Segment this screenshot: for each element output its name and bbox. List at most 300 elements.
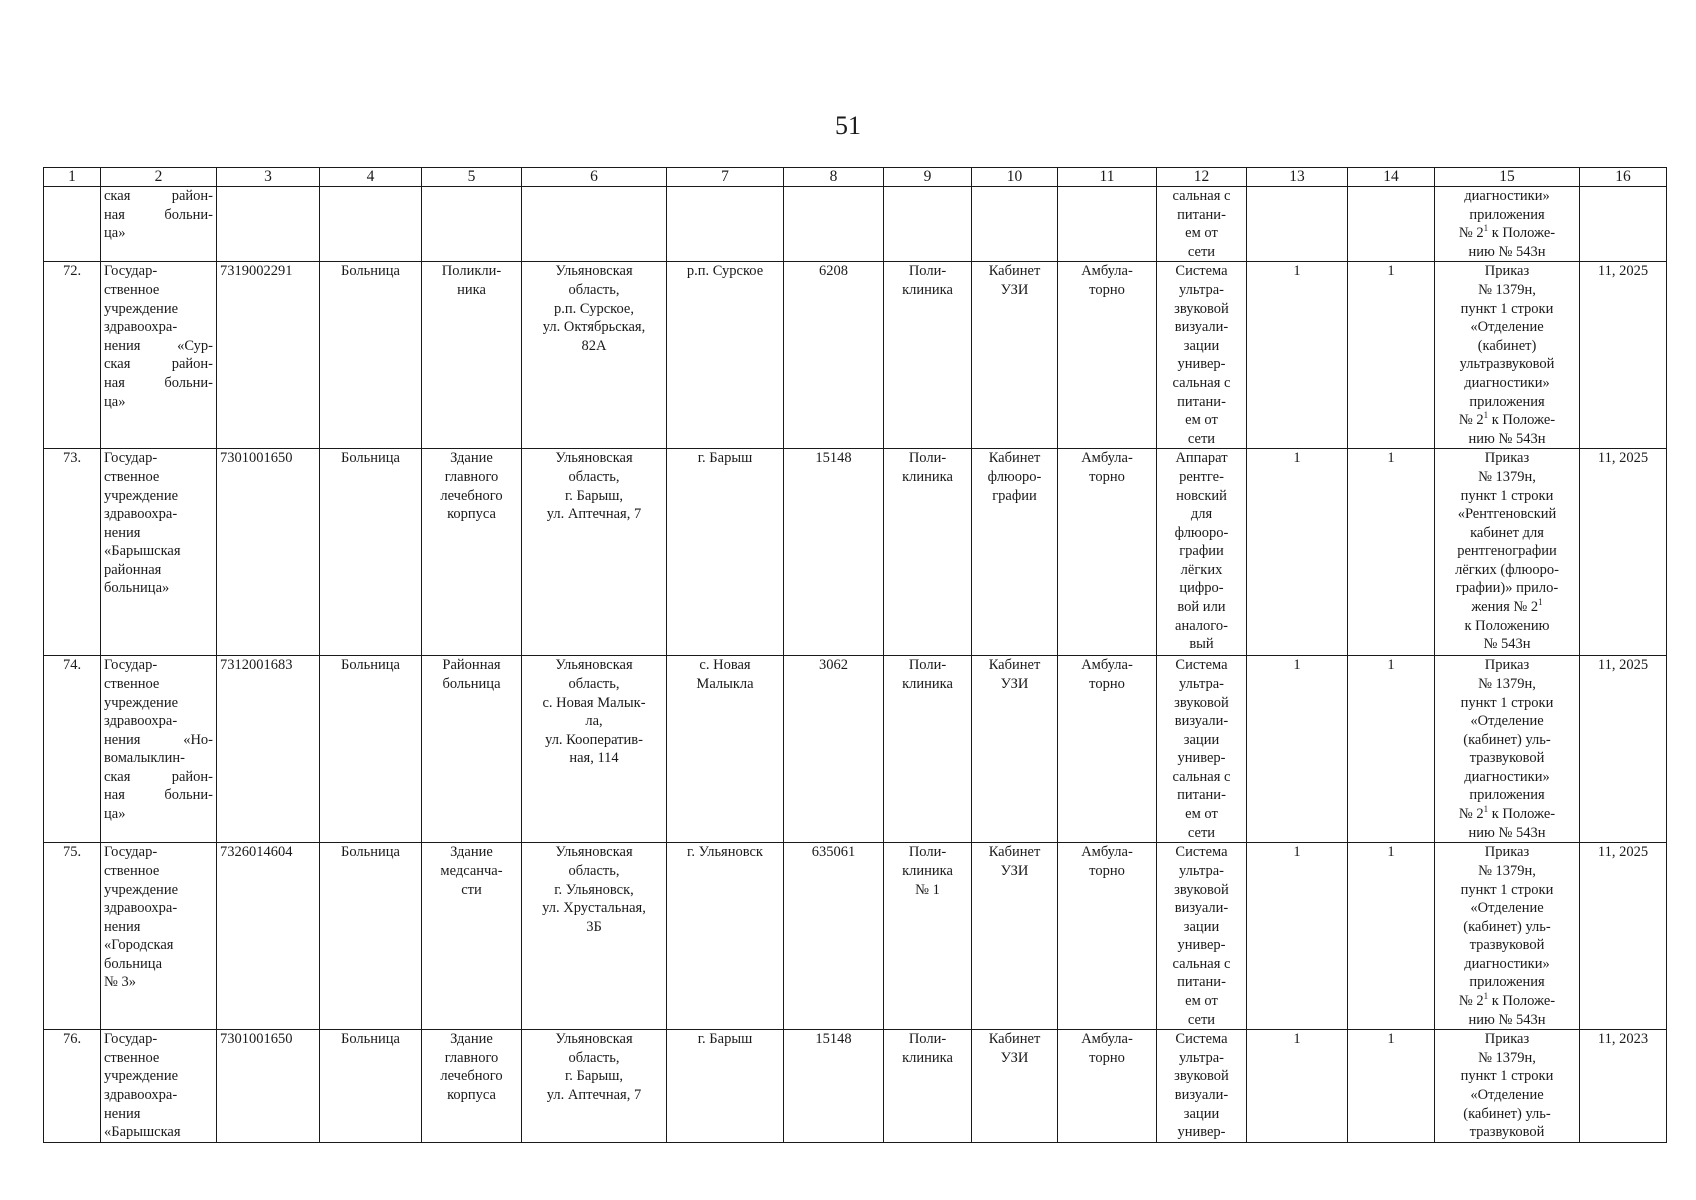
cell-qty-a <box>1247 187 1348 262</box>
text-line: с. Новая <box>699 657 751 674</box>
text-line: здравоохра- <box>104 1087 178 1104</box>
text-line: ультра- <box>1179 1049 1224 1066</box>
cell-period: 11, 2025 <box>1580 656 1667 843</box>
cell-num: 76. <box>44 1030 101 1143</box>
text-line: здравоохра- <box>104 900 178 917</box>
cell-inn: 7312001683 <box>217 656 320 843</box>
column-number: 15 <box>1435 168 1580 187</box>
text-line: тразвуковой <box>1469 750 1545 767</box>
text-line <box>1438 598 1576 617</box>
text-line: Амбула- <box>1081 1031 1133 1048</box>
text-line <box>1438 411 1576 430</box>
cell-qty-a: 1 <box>1247 262 1348 449</box>
text-line: больница <box>104 955 162 972</box>
column-number: 13 <box>1247 168 1348 187</box>
text-line: нения <box>104 918 141 935</box>
page-number: 51 <box>835 111 861 140</box>
text-line: ул. Кооператив- <box>545 731 643 748</box>
cell-organization <box>101 262 217 449</box>
text-line: визуали- <box>1174 1087 1229 1104</box>
text-line: 3Б <box>586 918 602 935</box>
text-line: аналого- <box>1175 617 1228 634</box>
text-line: клиника <box>902 468 953 485</box>
superscript: 1 <box>1483 223 1489 234</box>
cell-equipment <box>1157 1030 1247 1143</box>
text-line: лёгких <box>1180 561 1223 578</box>
text-line: вый <box>1189 636 1214 653</box>
cell-qty-a: 1 <box>1247 843 1348 1030</box>
cell-equipment <box>1157 187 1247 262</box>
text-line: учреждение <box>104 487 179 504</box>
text-fragment: жения № 2 <box>1471 599 1539 616</box>
text-line: «Городская <box>104 937 174 954</box>
cell-inn: 7301001650 <box>217 449 320 656</box>
cell-address <box>522 656 667 843</box>
text-line: Система <box>1175 1031 1228 1048</box>
cell-period: 11, 2025 <box>1580 843 1667 1030</box>
cell-type: Больница <box>320 656 422 843</box>
text-line: корпуса <box>447 506 496 523</box>
text-line: ультра- <box>1179 862 1224 879</box>
text-line: нения <box>104 1105 141 1122</box>
text-line: нения «Но- <box>104 731 213 748</box>
cell-address <box>522 1030 667 1143</box>
text-line: Поликли- <box>441 263 502 280</box>
table-row-continuation <box>44 187 1667 262</box>
text-fragment: к Положе- <box>1488 993 1556 1010</box>
text-line: торно <box>1089 1049 1125 1066</box>
text-line: область, <box>568 1049 620 1066</box>
text-line: (кабинет) уль- <box>1463 731 1551 748</box>
text-line: ультра- <box>1179 675 1224 692</box>
text-line: флюоро- <box>987 468 1042 485</box>
cell-qty-a: 1 <box>1247 449 1348 656</box>
cell-unit <box>884 449 972 656</box>
cell-population <box>784 187 884 262</box>
text-line: зации <box>1183 337 1220 354</box>
cell-inn: 7301001650 <box>217 1030 320 1143</box>
text-line: ул. Аптечная, 7 <box>546 1087 642 1104</box>
cell-locality <box>667 656 784 843</box>
column-number: 7 <box>667 168 784 187</box>
column-number: 2 <box>101 168 217 187</box>
column-number: 4 <box>320 168 422 187</box>
text-line: Ульяновская <box>555 844 633 861</box>
text-line: сальная с <box>1172 374 1231 391</box>
text-line: универ- <box>1177 1124 1226 1141</box>
cell-population: 6208 <box>784 262 884 449</box>
text-line: нию № 543н <box>1468 1011 1546 1028</box>
text-line: вой или <box>1177 599 1226 616</box>
text-line: здравоохра- <box>104 319 178 336</box>
cell-unit <box>884 262 972 449</box>
text-fragment: № 2 <box>1458 806 1484 823</box>
text-line: Кабинет <box>988 844 1041 861</box>
column-number: 10 <box>972 168 1058 187</box>
cell-organization <box>101 656 217 843</box>
text-line: г. Ульяновск <box>687 844 763 861</box>
text-line: пункт 1 строки <box>1460 1068 1554 1085</box>
text-line: Система <box>1175 844 1228 861</box>
text-line: универ- <box>1177 750 1226 767</box>
text-line: Ульяновская <box>555 263 633 280</box>
text-line: Система <box>1175 263 1228 280</box>
cell-period: 11, 2025 <box>1580 449 1667 656</box>
text-line: УЗИ <box>1000 862 1029 879</box>
text-line: Государ- <box>104 263 158 280</box>
text-line: Приказ <box>1484 263 1530 280</box>
text-line: ская район- <box>104 768 213 785</box>
text-line <box>1438 805 1576 824</box>
text-line: нию № 543н <box>1468 243 1546 260</box>
cell-organization <box>101 1030 217 1143</box>
cell-building <box>422 1030 522 1143</box>
cell-type: Больница <box>320 449 422 656</box>
cell-type: Больница <box>320 1030 422 1143</box>
text-line: ная больни- <box>104 787 213 804</box>
text-fragment: к Положе- <box>1488 225 1556 242</box>
text-line: питани- <box>1177 206 1226 223</box>
cell-period <box>1580 187 1667 262</box>
text-line: область, <box>568 468 620 485</box>
table-row <box>44 656 1667 843</box>
text-line: ская район- <box>104 188 213 204</box>
text-line: № 3» <box>104 974 136 991</box>
column-number: 11 <box>1058 168 1157 187</box>
text-line: № 1379н, <box>1478 468 1536 485</box>
text-line: с. Новая Малык- <box>542 694 646 711</box>
text-line: универ- <box>1177 937 1226 954</box>
cell-inn: 7319002291 <box>217 262 320 449</box>
cell-organization <box>101 449 217 656</box>
text-line: область, <box>568 281 620 298</box>
text-line: графии <box>992 487 1037 504</box>
cell-inn: 7326014604 <box>217 843 320 1030</box>
text-line: учреждение <box>104 694 179 711</box>
text-line: ультра- <box>1179 281 1224 298</box>
cell-population: 15148 <box>784 1030 884 1143</box>
text-line: ника <box>457 281 486 298</box>
cell-basis <box>1435 187 1580 262</box>
text-line: № 1379н, <box>1478 1049 1536 1066</box>
text-line: «Барышская <box>104 1124 181 1141</box>
text-line: ул. Октябрьская, <box>542 319 646 336</box>
text-line: «Отделение <box>1470 319 1544 336</box>
text-line: новский <box>1176 487 1227 504</box>
text-line: Здание <box>450 844 493 861</box>
text-line: сети <box>1187 824 1216 841</box>
text-fragment: № 2 <box>1458 993 1484 1010</box>
text-line: лечебного <box>440 1068 503 1085</box>
text-line: Здание <box>450 450 493 467</box>
cell-unit <box>884 1030 972 1143</box>
cell-qty-a: 1 <box>1247 1030 1348 1143</box>
text-line: Поли- <box>908 450 947 467</box>
cell-mode <box>1058 187 1157 262</box>
text-line: ная больни- <box>104 374 213 391</box>
cell-room <box>972 262 1058 449</box>
text-line: г. Барыш <box>697 1031 753 1048</box>
text-line: питани- <box>1177 393 1226 410</box>
text-line: Поли- <box>908 657 947 674</box>
text-line: «Барышская <box>104 543 181 560</box>
text-line: клиника <box>902 281 953 298</box>
table-row <box>44 1030 1667 1143</box>
cell-basis <box>1435 262 1580 449</box>
text-line: № 543н <box>1483 636 1531 653</box>
cell-period: 11, 2023 <box>1580 1030 1667 1143</box>
cell-basis <box>1435 449 1580 656</box>
text-line: питани- <box>1177 974 1226 991</box>
text-line: Амбула- <box>1081 450 1133 467</box>
text-fragment: № 2 <box>1458 412 1484 429</box>
text-line <box>1438 224 1576 243</box>
text-line: нию № 543н <box>1468 430 1546 447</box>
cell-qty-b: 1 <box>1348 656 1435 843</box>
cell-address <box>522 187 667 262</box>
column-number-row <box>44 168 1667 187</box>
text-line: 82А <box>581 337 607 354</box>
cell-num: 72. <box>44 262 101 449</box>
cell-room <box>972 1030 1058 1143</box>
cell-num: 75. <box>44 843 101 1030</box>
cell-building <box>422 187 522 262</box>
text-line: приложения <box>1469 974 1545 991</box>
text-line: «Отделение <box>1470 1087 1544 1104</box>
cell-inn <box>217 187 320 262</box>
text-line: Государ- <box>104 844 158 861</box>
text-line: Амбула- <box>1081 263 1133 280</box>
text-line: здравоохра- <box>104 713 178 730</box>
text-line: больница» <box>104 580 170 597</box>
cell-equipment <box>1157 262 1247 449</box>
text-line: тразвуковой <box>1469 1124 1545 1141</box>
text-line: диагностики» <box>1464 955 1550 972</box>
cell-period: 11, 2025 <box>1580 262 1667 449</box>
text-line: главного <box>444 468 499 485</box>
text-line: Амбула- <box>1081 844 1133 861</box>
text-line: Малыкла <box>696 675 754 692</box>
text-line: ца» <box>104 393 126 410</box>
text-line: «Рентгеновский <box>1457 506 1557 523</box>
cell-organization <box>101 843 217 1030</box>
cell-mode <box>1058 1030 1157 1143</box>
text-line: р.п. Сурское, <box>554 300 634 317</box>
text-line: ственное <box>104 1049 160 1066</box>
text-line: звуковой <box>1174 881 1229 898</box>
text-line <box>1438 992 1576 1011</box>
text-fragment: № 2 <box>1458 225 1484 242</box>
cell-address <box>522 843 667 1030</box>
text-line: ская район- <box>104 356 213 373</box>
cell-building <box>422 262 522 449</box>
cell-unit <box>884 656 972 843</box>
text-line: сальная с <box>1172 768 1231 785</box>
text-line: Здание <box>450 1031 493 1048</box>
cell-equipment <box>1157 843 1247 1030</box>
text-line: г. Барыш, <box>564 1068 624 1085</box>
cell-address <box>522 262 667 449</box>
text-line: Государ- <box>104 657 158 674</box>
text-line: визуали- <box>1174 713 1229 730</box>
cell-basis <box>1435 843 1580 1030</box>
text-line: ул. Хрустальная, <box>542 900 646 917</box>
cell-num: 74. <box>44 656 101 843</box>
text-fragment: к Положе- <box>1488 412 1556 429</box>
cell-qty-b: 1 <box>1348 449 1435 656</box>
text-line: ственное <box>104 675 160 692</box>
text-line: Кабинет <box>988 1031 1041 1048</box>
text-line: сальная с <box>1172 955 1231 972</box>
text-line: ультразвуковой <box>1459 356 1555 373</box>
text-line: «Отделение <box>1470 713 1544 730</box>
cell-building <box>422 656 522 843</box>
text-line: Аппарат <box>1175 450 1228 467</box>
text-line: УЗИ <box>1000 281 1029 298</box>
cell-mode <box>1058 449 1157 656</box>
text-line: диагностики» <box>1464 188 1550 204</box>
text-line: сальная с <box>1172 188 1231 204</box>
text-line: Поли- <box>908 844 947 861</box>
text-line: звуковой <box>1174 1068 1229 1085</box>
text-line: Амбула- <box>1081 657 1133 674</box>
text-line: приложения <box>1469 206 1545 223</box>
superscript: 1 <box>1483 991 1489 1002</box>
cell-mode <box>1058 843 1157 1030</box>
cell-population: 15148 <box>784 449 884 656</box>
text-line: ственное <box>104 862 160 879</box>
column-number: 8 <box>784 168 884 187</box>
text-line: универ- <box>1177 356 1226 373</box>
text-line: ца» <box>104 806 126 823</box>
text-line: Ульяновская <box>555 450 633 467</box>
cell-qty-b: 1 <box>1348 262 1435 449</box>
text-line: клиника <box>902 1049 953 1066</box>
text-fragment: к Положе- <box>1488 806 1556 823</box>
cell-mode <box>1058 262 1157 449</box>
cell-num: 73. <box>44 449 101 656</box>
text-line: графии <box>1179 543 1224 560</box>
cell-equipment <box>1157 449 1247 656</box>
text-line: торно <box>1089 468 1125 485</box>
text-line: область, <box>568 862 620 879</box>
text-line: приложения <box>1469 787 1545 804</box>
text-line: районная <box>104 561 162 578</box>
text-line: цифро- <box>1179 580 1224 597</box>
superscript: 1 <box>1538 597 1543 608</box>
text-line: к Положению <box>1464 617 1550 634</box>
cell-locality <box>667 262 784 449</box>
text-line: учреждение <box>104 881 179 898</box>
column-number: 9 <box>884 168 972 187</box>
text-line: р.п. Сурское <box>686 263 764 280</box>
text-line: пункт 1 строки <box>1460 694 1554 711</box>
cell-equipment <box>1157 656 1247 843</box>
text-line: г. Ульяновск, <box>554 881 634 898</box>
cell-building <box>422 449 522 656</box>
cell-basis <box>1435 1030 1580 1143</box>
text-line: (кабинет) <box>1477 337 1537 354</box>
text-line: вомалыклин- <box>104 750 185 767</box>
text-line: визуали- <box>1174 900 1229 917</box>
cell-qty-a: 1 <box>1247 656 1348 843</box>
equipment-table <box>43 167 1667 1143</box>
cell-organization <box>101 187 217 262</box>
column-number: 6 <box>522 168 667 187</box>
text-line: сети <box>1187 430 1216 447</box>
text-line: УЗИ <box>1000 675 1029 692</box>
text-line: рентгенографии <box>1457 543 1557 560</box>
text-line: нию № 543н <box>1468 824 1546 841</box>
text-line: зации <box>1183 731 1220 748</box>
text-line: нения <box>104 524 141 541</box>
text-line: (кабинет) уль- <box>1463 918 1551 935</box>
text-line: звуковой <box>1174 300 1229 317</box>
text-line: клиника <box>902 675 953 692</box>
text-line: «Отделение <box>1470 900 1544 917</box>
text-line: питани- <box>1177 787 1226 804</box>
cell-type <box>320 187 422 262</box>
text-line: тразвуковой <box>1469 937 1545 954</box>
text-line: (кабинет) уль- <box>1463 1105 1551 1122</box>
cell-mode <box>1058 656 1157 843</box>
text-line: рентге- <box>1179 468 1224 485</box>
cell-building <box>422 843 522 1030</box>
text-line: ная больни- <box>104 206 213 223</box>
text-line: лечебного <box>440 487 503 504</box>
text-line: ем от <box>1185 993 1218 1010</box>
text-line: № 1379н, <box>1478 281 1536 298</box>
text-line: сти <box>461 881 482 898</box>
cell-room <box>972 843 1058 1030</box>
cell-basis <box>1435 656 1580 843</box>
cell-room <box>972 187 1058 262</box>
text-line: торно <box>1089 862 1125 879</box>
text-line: Поли- <box>908 263 947 280</box>
cell-room <box>972 656 1058 843</box>
text-line: Районная <box>442 657 501 674</box>
text-line: флюоро- <box>1174 524 1229 541</box>
text-line: приложения <box>1469 393 1545 410</box>
superscript: 1 <box>1483 410 1489 421</box>
cell-address <box>522 449 667 656</box>
text-line: ул. Аптечная, 7 <box>546 506 642 523</box>
text-line: звуковой <box>1174 694 1229 711</box>
text-line: область, <box>568 675 620 692</box>
column-number: 12 <box>1157 168 1247 187</box>
text-line: № 1379н, <box>1478 675 1536 692</box>
text-line: сети <box>1187 1011 1216 1028</box>
text-line: ственное <box>104 468 160 485</box>
text-line: Приказ <box>1484 657 1530 674</box>
cell-qty-b: 1 <box>1348 843 1435 1030</box>
cell-locality <box>667 449 784 656</box>
text-line: графии)» прило- <box>1455 580 1559 597</box>
cell-unit <box>884 187 972 262</box>
text-line: пункт 1 строки <box>1460 881 1554 898</box>
cell-locality <box>667 843 784 1030</box>
text-line: Государ- <box>104 450 158 467</box>
cell-locality <box>667 187 784 262</box>
text-line: Система <box>1175 657 1228 674</box>
cell-room <box>972 449 1058 656</box>
text-line: кабинет для <box>1470 524 1544 541</box>
text-line: пункт 1 строки <box>1460 300 1554 317</box>
text-line: торно <box>1089 281 1125 298</box>
cell-unit <box>884 843 972 1030</box>
text-line: сети <box>1187 243 1216 260</box>
text-line: Ульяновская <box>555 1031 633 1048</box>
